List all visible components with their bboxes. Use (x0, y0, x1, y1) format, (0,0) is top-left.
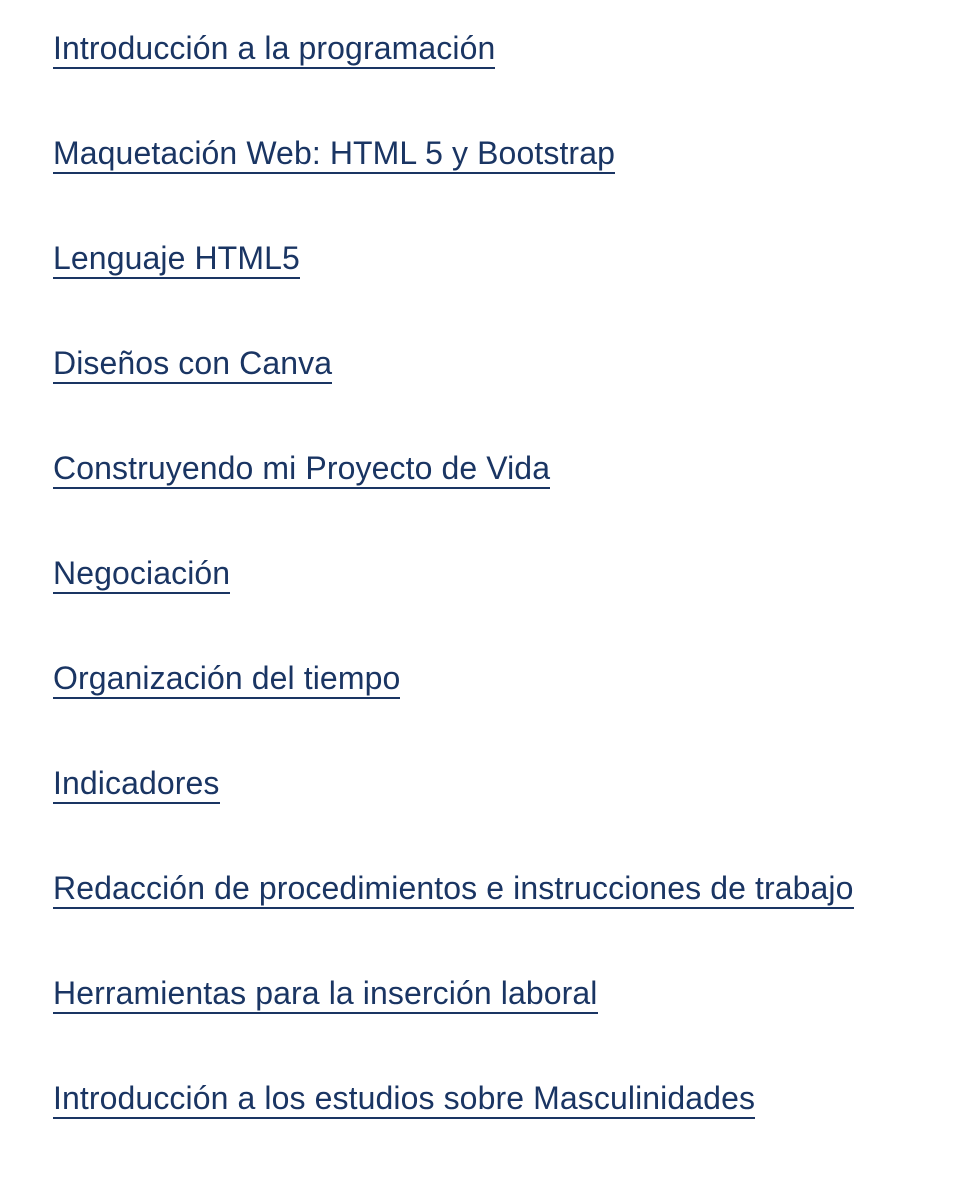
course-link[interactable]: Lenguaje HTML5 (53, 239, 300, 279)
course-link[interactable]: Organización del tiempo (53, 659, 400, 699)
course-link[interactable]: Negociación (53, 554, 230, 594)
list-item (53, 235, 300, 295)
list-item (53, 865, 854, 925)
course-link[interactable]: Herramientas para la inserción laboral (53, 974, 598, 1014)
course-link[interactable]: Introducción a la programación (53, 29, 495, 69)
course-link[interactable]: Construyendo mi Proyecto de Vida (53, 449, 550, 489)
course-link[interactable]: Indicadores (53, 764, 220, 804)
course-link[interactable]: Redacción de procedimientos e instrucciones de trabajo (53, 869, 854, 909)
list-item (53, 130, 615, 190)
course-link[interactable]: Maquetación Web: HTML 5 y Bootstrap (53, 134, 615, 174)
list-item (53, 550, 230, 610)
list-item (53, 655, 400, 715)
list-item (53, 340, 332, 400)
course-link[interactable]: Diseños con Canva (53, 344, 332, 384)
list-item (53, 970, 598, 1030)
list-item (53, 445, 550, 505)
course-link[interactable]: Introducción a los estudios sobre Masculinidades (53, 1079, 755, 1119)
list-item (53, 760, 220, 820)
list-item (53, 25, 495, 85)
list-item (53, 1075, 755, 1135)
